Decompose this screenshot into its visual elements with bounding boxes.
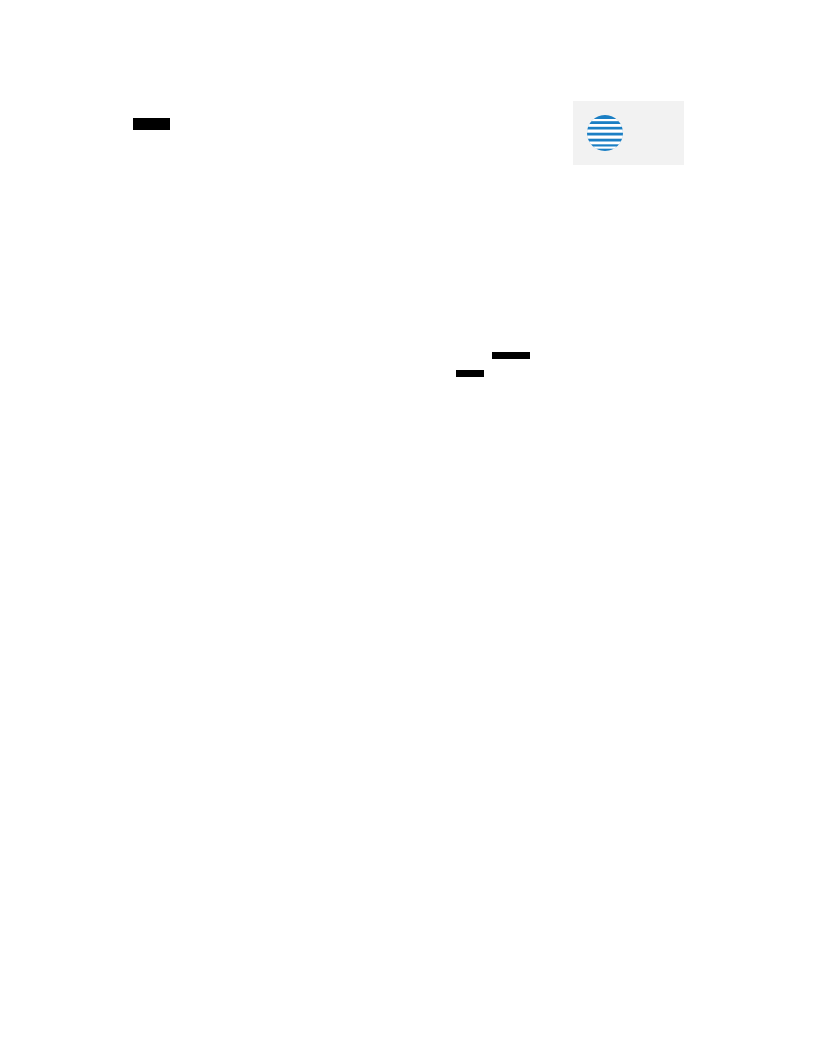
redacted-box [492, 352, 530, 359]
att-logo [573, 101, 684, 165]
redacted-account-number [456, 370, 484, 377]
globe-icon [585, 113, 625, 153]
redacted-box [133, 118, 170, 130]
